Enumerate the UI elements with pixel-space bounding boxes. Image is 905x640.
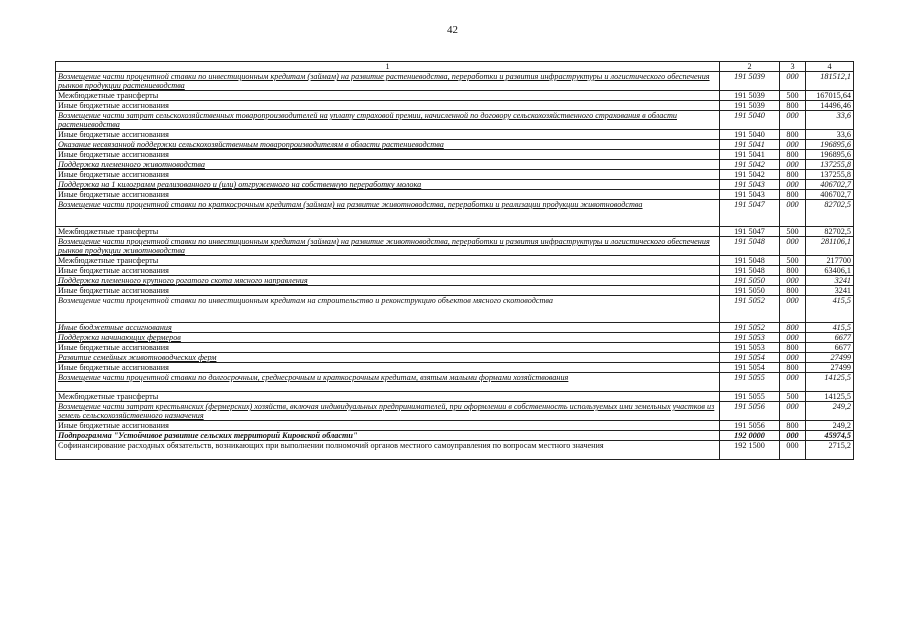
sum-cell: 181512,1 (806, 72, 854, 91)
code-cell: 191 5041 (720, 150, 780, 160)
table-row (56, 200, 854, 227)
sum-cell: 406702,7 (806, 180, 854, 190)
name-cell: Иные бюджетные ассигнования (56, 101, 720, 111)
name-cell: Иные бюджетные ассигнования (56, 343, 720, 353)
table-row (56, 296, 854, 323)
table-row (56, 392, 854, 402)
code-cell: 191 5055 (720, 392, 780, 402)
name-cell: Поддержка племенного животноводства (56, 160, 720, 170)
table-row (56, 140, 854, 150)
code-cell: 191 5053 (720, 343, 780, 353)
name-cell: Иные бюджетные ассигнования (56, 363, 720, 373)
code-cell: 191 5042 (720, 160, 780, 170)
sum-cell: 249,2 (806, 402, 854, 421)
code-cell: 191 5040 (720, 111, 780, 130)
table-row (56, 237, 854, 256)
table-header-row (56, 62, 854, 72)
sum-cell: 82702,5 (806, 200, 854, 227)
sum-cell: 2715,2 (806, 441, 854, 460)
name-cell: Иные бюджетные ассигнования (56, 150, 720, 160)
code-cell: 191 5055 (720, 373, 780, 392)
name-cell: Оказание несвязанной поддержки сельскохозяйственным товаропроизводителям в области растениеводства (56, 140, 720, 150)
type-cell: 000 (780, 276, 806, 286)
code-cell: 191 5039 (720, 91, 780, 101)
name-cell: Возмещение части процентной ставки по краткосрочным кредитам (займам) на развитие животноводства, переработки и реализации продукции животноводства (56, 200, 720, 227)
type-cell: 500 (780, 227, 806, 237)
table-row (56, 266, 854, 276)
name-cell: Поддержка племенного крупного рогатого скота мясного направления (56, 276, 720, 286)
table-row (56, 286, 854, 296)
name-cell: Иные бюджетные ассигнования (56, 421, 720, 431)
name-cell: Иные бюджетные ассигнования (56, 286, 720, 296)
name-cell: Межбюджетные трансферты (56, 227, 720, 237)
name-cell: Иные бюджетные ассигнования (56, 170, 720, 180)
type-cell: 000 (780, 180, 806, 190)
sum-cell: 415,5 (806, 323, 854, 333)
code-cell: 191 5041 (720, 140, 780, 150)
table-row (56, 150, 854, 160)
table-row (56, 101, 854, 111)
type-cell: 800 (780, 150, 806, 160)
table-row (56, 72, 854, 91)
code-cell: 191 5047 (720, 227, 780, 237)
table-row (56, 276, 854, 286)
sum-cell: 33,6 (806, 111, 854, 130)
type-cell: 500 (780, 392, 806, 402)
code-cell: 191 5040 (720, 130, 780, 140)
type-cell: 800 (780, 421, 806, 431)
sum-cell: 14125,5 (806, 373, 854, 392)
type-cell: 000 (780, 111, 806, 130)
code-cell: 191 5043 (720, 180, 780, 190)
type-cell: 000 (780, 441, 806, 460)
budget-table (55, 61, 854, 460)
table-row (56, 256, 854, 266)
table-row (56, 91, 854, 101)
table-row (56, 373, 854, 392)
table-row (56, 170, 854, 180)
name-cell: Межбюджетные трансферты (56, 91, 720, 101)
type-cell: 800 (780, 101, 806, 111)
type-cell: 800 (780, 343, 806, 353)
code-cell: 192 1500 (720, 441, 780, 460)
name-cell: Возмещение части процентной ставки по инвестиционным кредитам на строительство и реконструкцию объектов мясного скотоводства (56, 296, 720, 323)
code-cell: 191 5039 (720, 101, 780, 111)
type-cell: 800 (780, 323, 806, 333)
name-cell: Возмещение части процентной ставки по инвестиционным кредитам (займам) на развитие растениеводства, переработки и развития инфраструктуры и логистического обеспечения рынков продукции растениеводства (56, 72, 720, 91)
code-cell: 191 5050 (720, 286, 780, 296)
table-row (56, 323, 854, 333)
table-row (56, 441, 854, 460)
name-cell: Развитие семейных животноводческих ферм (56, 353, 720, 363)
type-cell: 000 (780, 200, 806, 227)
sum-cell: 406702,7 (806, 190, 854, 200)
table-row (56, 180, 854, 190)
table-row (56, 111, 854, 130)
name-cell: Межбюджетные трансферты (56, 256, 720, 266)
sum-cell: 27499 (806, 353, 854, 363)
table-row (56, 190, 854, 200)
code-cell: 191 5056 (720, 402, 780, 421)
header-col-4: 4 (806, 62, 854, 72)
code-cell: 191 5047 (720, 200, 780, 227)
code-cell: 191 5042 (720, 170, 780, 180)
name-cell: Софинансирование расходных обязательств, возникающих при выполнении полномочий органов местного самоуправления по вопросам местного значения (56, 441, 720, 460)
sum-cell: 14496,46 (806, 101, 854, 111)
type-cell: 800 (780, 130, 806, 140)
sum-cell: 167015,64 (806, 91, 854, 101)
table-row (56, 343, 854, 353)
name-cell: Поддержка начинающих фермеров (56, 333, 720, 343)
sum-cell: 82702,5 (806, 227, 854, 237)
type-cell: 000 (780, 333, 806, 343)
sum-cell: 3241 (806, 276, 854, 286)
name-cell: Межбюджетные трансферты (56, 392, 720, 402)
code-cell: 191 5054 (720, 363, 780, 373)
sum-cell: 196895,6 (806, 150, 854, 160)
sum-cell: 6677 (806, 343, 854, 353)
code-cell: 191 5048 (720, 256, 780, 266)
table-row (56, 130, 854, 140)
code-cell: 192 0000 (720, 431, 780, 441)
table-row (56, 227, 854, 237)
code-cell: 191 5050 (720, 276, 780, 286)
sum-cell: 45974,5 (806, 431, 854, 441)
type-cell: 500 (780, 91, 806, 101)
table-row (56, 421, 854, 431)
table-row (56, 363, 854, 373)
code-cell: 191 5048 (720, 237, 780, 256)
name-cell: Возмещение части процентной ставки по инвестиционным кредитам (займам) на развитие животноводства, переработки и развития инфраструктуры и логистического обеспечения рынков продукции животноводства (56, 237, 720, 256)
type-cell: 000 (780, 296, 806, 323)
table-row (56, 160, 854, 170)
name-cell: Возмещение части затрат крестьянских (фермерских) хозяйств, включая индивидуальных предпринимателей, при оформлении в собственность используемых ими земельных участков из земель сельскохозяйственного назначения (56, 402, 720, 421)
code-cell: 191 5052 (720, 296, 780, 323)
sum-cell: 281106,1 (806, 237, 854, 256)
type-cell: 000 (780, 402, 806, 421)
table-row (56, 431, 854, 441)
type-cell: 000 (780, 431, 806, 441)
table-row (56, 402, 854, 421)
name-cell: Поддержка на 1 килограмм реализованного и (или) отгруженного на собственную переработку молока (56, 180, 720, 190)
header-col-1: 1 (56, 62, 720, 72)
sum-cell: 14125,5 (806, 392, 854, 402)
name-cell: Иные бюджетные ассигнования (56, 323, 720, 333)
code-cell: 191 5048 (720, 266, 780, 276)
type-cell: 000 (780, 353, 806, 363)
code-cell: 191 5043 (720, 190, 780, 200)
type-cell: 000 (780, 140, 806, 150)
name-cell: Подпрограмма "Устойчивое развитие сельских территорий Кировской области" (56, 431, 720, 441)
type-cell: 800 (780, 170, 806, 180)
sum-cell: 137255,8 (806, 160, 854, 170)
type-cell: 000 (780, 160, 806, 170)
page-number: 42 (447, 24, 458, 36)
type-cell: 800 (780, 363, 806, 373)
type-cell: 000 (780, 237, 806, 256)
name-cell: Иные бюджетные ассигнования (56, 190, 720, 200)
code-cell: 191 5054 (720, 353, 780, 363)
sum-cell: 217700 (806, 256, 854, 266)
type-cell: 500 (780, 256, 806, 266)
name-cell: Возмещение части процентной ставки по долгосрочным, среднесрочным и краткосрочным кредитам, взятым малыми формами хозяйствования (56, 373, 720, 392)
table-row (56, 333, 854, 343)
code-cell: 191 5056 (720, 421, 780, 431)
sum-cell: 137255,8 (806, 170, 854, 180)
sum-cell: 3241 (806, 286, 854, 296)
type-cell: 000 (780, 373, 806, 392)
table-row (56, 353, 854, 363)
sum-cell: 249,2 (806, 421, 854, 431)
code-cell: 191 5053 (720, 333, 780, 343)
type-cell: 800 (780, 190, 806, 200)
sum-cell: 63406,1 (806, 266, 854, 276)
header-col-3: 3 (780, 62, 806, 72)
code-cell: 191 5052 (720, 323, 780, 333)
type-cell: 000 (780, 72, 806, 91)
name-cell: Иные бюджетные ассигнования (56, 266, 720, 276)
name-cell: Иные бюджетные ассигнования (56, 130, 720, 140)
header-col-2: 2 (720, 62, 780, 72)
code-cell: 191 5039 (720, 72, 780, 91)
sum-cell: 27499 (806, 363, 854, 373)
sum-cell: 6677 (806, 333, 854, 343)
sum-cell: 196895,6 (806, 140, 854, 150)
sum-cell: 415,5 (806, 296, 854, 323)
sum-cell: 33,6 (806, 130, 854, 140)
type-cell: 800 (780, 286, 806, 296)
name-cell: Возмещение части затрат сельскохозяйственных товаропроизводителей на уплату страховой премии, начисленной по договору сельскохозяйственного страхования в области растениеводства (56, 111, 720, 130)
type-cell: 800 (780, 266, 806, 276)
